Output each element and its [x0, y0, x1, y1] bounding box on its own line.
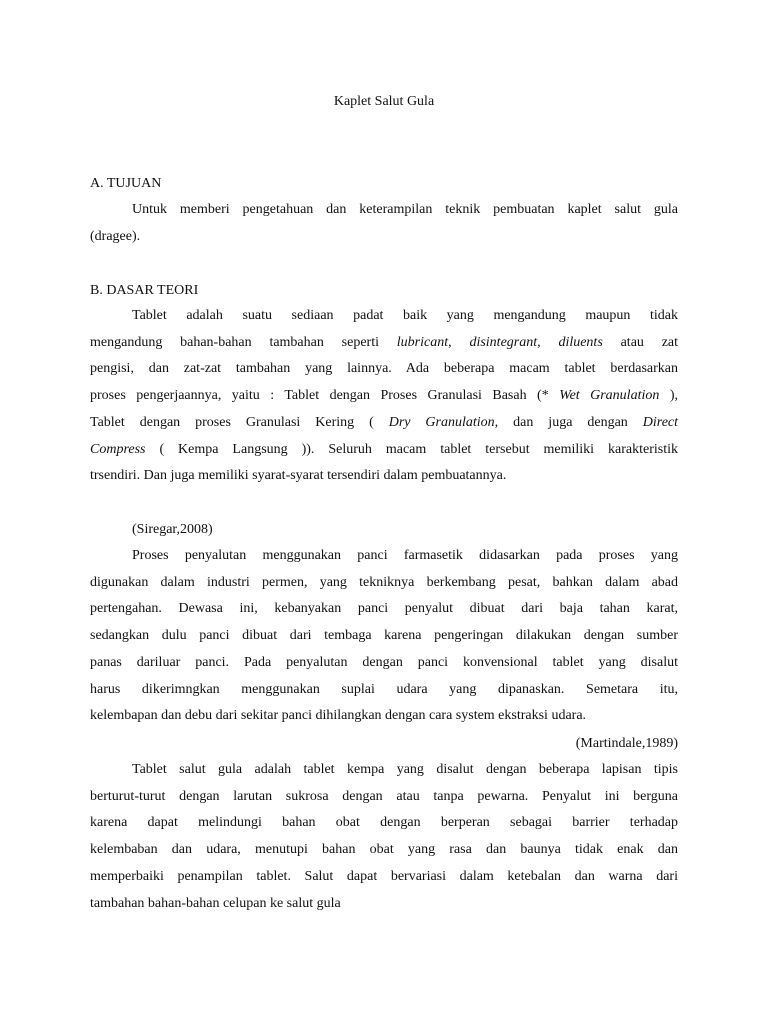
- text-run: proses pengerjaannya, yaitu : Tablet dengan Proses Granulasi Basah (*: [90, 388, 560, 404]
- section-tujuan: [90, 175, 678, 193]
- text-line: Untuk memberi pengetahuan dan keterampilan teknik pembuatan kaplet salut gula: [132, 202, 678, 217]
- section-dasar-teori: [90, 282, 678, 300]
- text-run: ,: [537, 334, 559, 350]
- citation-text: (Martindale,1989): [575, 736, 678, 751]
- citation-martindale: [90, 731, 678, 758]
- text-run: , dan juga dengan: [494, 414, 643, 430]
- term-diluents: diluents: [558, 334, 603, 350]
- term-wet-granulation: Wet Granulation: [559, 388, 660, 404]
- text-run: atau zat: [602, 334, 679, 350]
- text-line: kelembaban dan udara, menutupi bahan obat yang rasa dan baunya tidak enak dan: [90, 842, 678, 858]
- text-line: berturut-turut dengan larutan sukrosa dengan atau tanpa pewarna. Penyalut ini berguna: [90, 788, 678, 804]
- text-line: (dragee).: [90, 229, 141, 244]
- citation-siregar: [90, 517, 678, 544]
- section-heading-dasar-teori: B. DASAR TEORI: [90, 283, 199, 298]
- text-line: [90, 410, 678, 437]
- text-line: memperbaiki penampilan tablet. Salut dapat bervariasi dalam ketebalan dan warna dari: [90, 868, 678, 884]
- text-line: Proses penyalutan menggunakan panci farmasetik didasarkan pada proses yang: [132, 548, 678, 563]
- text-line: pertengahan. Dewasa ini, kebanyakan panci penyalut dibuat dari baja tahan karat,: [90, 601, 678, 617]
- citation-text: (Siregar,2008): [132, 522, 213, 537]
- text-line: tambahan bahan-bahan celupan ke salut gula: [90, 895, 341, 911]
- paragraph-tujuan: [90, 196, 678, 250]
- paragraph-dasar-teori-1: [90, 303, 678, 490]
- term-lubricant: lubricant: [396, 334, 449, 350]
- text-run: ),: [659, 388, 678, 404]
- term-dry-granulation: Dry Granulation: [388, 414, 495, 430]
- text-run: Tablet dengan proses Granulasi Kering (: [90, 414, 389, 430]
- text-line: sedangkan dulu panci dibuat dari tembaga karena pengeringan dilakukan dengan sumber: [90, 628, 678, 644]
- term-compress: Compress: [90, 441, 146, 457]
- document-title: Kaplet Salut Gula: [333, 94, 435, 109]
- text-line: [90, 383, 678, 410]
- text-line: Tablet adalah suatu sediaan padat baik yang mengandung maupun tidak: [132, 308, 678, 323]
- text-run: ( Kempa Langsung )). Seluruh macam tablet tersebut memiliki karakteristik: [145, 441, 678, 457]
- text-run: mengandung bahan-bahan tambahan seperti: [90, 334, 397, 350]
- text-line: karena dapat melindungi bahan obat dengan berperan sebagai barrier terhadap: [90, 815, 678, 831]
- term-disintegrant: disintegrant: [469, 334, 538, 350]
- text-line: harus dikerimngkan menggunakan suplai udara yang dipanaskan. Semetara itu,: [90, 681, 678, 697]
- text-line: digunakan dalam industri permen, yang tekniknya berkembang pesat, bahkan dalam abad: [90, 574, 678, 590]
- section-heading-tujuan: A. TUJUAN: [90, 176, 162, 191]
- text-line: [90, 330, 678, 357]
- text-line: [90, 437, 678, 464]
- paragraph-dasar-teori-3: [90, 757, 678, 917]
- text-line: trsendiri. Dan juga memiliki syarat-syarat tersendiri dalam pembuatannya.: [90, 468, 507, 484]
- paragraph-dasar-teori-2: [90, 543, 678, 730]
- text-line: kelembapan dan debu dari sekitar panci dihilangkan dengan cara system ekstraksi udara.: [90, 708, 587, 724]
- term-direct: Direct: [642, 414, 679, 430]
- text-line: Tablet salut gula adalah tablet kempa yang disalut dengan beberapa lapisan tipis: [132, 762, 678, 777]
- text-run: ,: [448, 334, 470, 350]
- text-line: pengisi, dan zat-zat tambahan yang lainnya. Ada beberapa macam tablet berdasarkan: [90, 361, 678, 377]
- text-line: panas dariluar panci. Pada penyalutan dengan panci konvensional tablet yang disalut: [90, 654, 678, 670]
